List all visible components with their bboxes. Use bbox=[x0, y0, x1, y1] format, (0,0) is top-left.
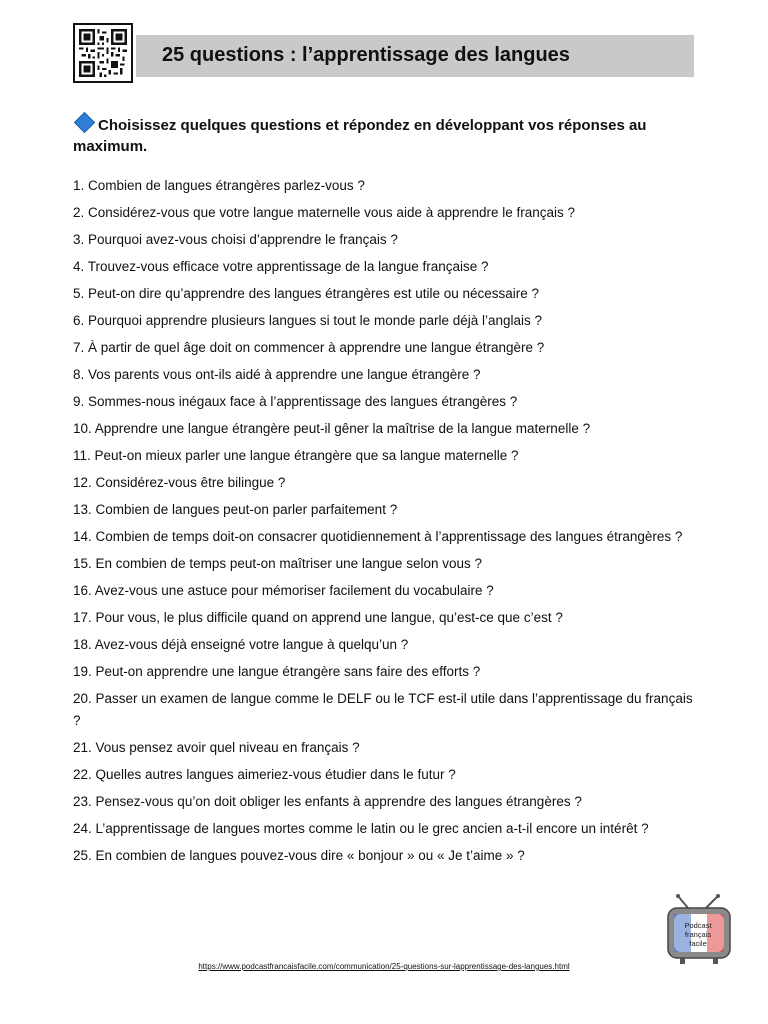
instruction bbox=[73, 115, 703, 157]
question-item: 23. Pensez-vous qu’on doit obliger les enfants à apprendre des langues étrangères ? bbox=[73, 794, 582, 809]
question-item: 19. Peut-on apprendre une langue étrangère sans faire des efforts ? bbox=[73, 664, 481, 679]
instruction-text: Choisissez quelques questions et répondez en développant vos réponses au maximum. bbox=[73, 117, 647, 155]
question-item: 2. Considérez-vous que votre langue maternelle vous aide à apprendre le français ? bbox=[73, 205, 576, 220]
question-item: 6. Pourquoi apprendre plusieurs langues si tout le monde parle déjà l’anglais ? bbox=[73, 313, 543, 328]
question-item: 9. Sommes-nous inégaux face à l’apprentissage des langues étrangères ? bbox=[73, 394, 518, 409]
question-item: 14. Combien de temps doit-on consacrer quotidiennement à l’apprentissage des langues étrangères ? bbox=[73, 529, 683, 544]
page-title: 25 questions : l’apprentissage des langues bbox=[162, 44, 570, 66]
question-item: 16. Avez-vous une astuce pour mémoriser facilement du vocabulaire ? bbox=[73, 583, 494, 598]
question-item: 11. Peut-on mieux parler une langue étrangère que sa langue maternelle ? bbox=[73, 448, 519, 463]
question-item: 20. Passer un examen de langue comme le DELF ou le TCF est-il utile dans l’apprentissage du français ? bbox=[73, 691, 693, 728]
question-item: 25. En combien de langues pouvez-vous dire « bonjour » ou « Je t’aime » ? bbox=[73, 848, 525, 863]
question-item: 24. L’apprentissage de langues mortes comme le latin ou le grec ancien a-t-il encore un intérêt ? bbox=[73, 821, 649, 836]
question-item: 5. Peut-on dire qu’apprendre des langues étrangères est utile ou nécessaire ? bbox=[73, 286, 540, 301]
qr-code-icon bbox=[79, 29, 127, 77]
question-item: 17. Pour vous, le plus difficile quand on apprend une langue, qu’est-ce que c’est ? bbox=[73, 610, 563, 625]
diamond-icon bbox=[74, 112, 95, 133]
question-item: 4. Trouvez-vous efficace votre apprentissage de la langue française ? bbox=[73, 259, 489, 274]
question-item: 18. Avez-vous déjà enseigné votre langue à quelqu’un ? bbox=[73, 637, 409, 652]
qr-code bbox=[73, 23, 133, 83]
question-item: 15. En combien de temps peut-on maîtriser une langue selon vous ? bbox=[73, 556, 482, 571]
footer-link[interactable]: https://www.podcastfrancaisfacile.com/communication/25-questions-sur-lapprentissage-des-langues.html bbox=[198, 962, 570, 971]
question-item: 22. Quelles autres langues aimeriez-vous étudier dans le futur ? bbox=[73, 767, 456, 782]
question-item: 1. Combien de langues étrangères parlez-vous ? bbox=[73, 178, 365, 193]
question-item: 3. Pourquoi avez-vous choisi d’apprendre le français ? bbox=[73, 232, 398, 247]
question-item: 8. Vos parents vous ont-ils aidé à apprendre une langue étrangère ? bbox=[73, 367, 481, 382]
question-list bbox=[73, 175, 693, 872]
question-item: 10. Apprendre une langue étrangère peut-il gêner la maîtrise de la langue maternelle ? bbox=[73, 421, 591, 436]
question-item: 21. Vous pensez avoir quel niveau en français ? bbox=[73, 740, 360, 755]
question-item: 7. À partir de quel âge doit on commencer à apprendre une langue étrangère ? bbox=[73, 340, 545, 355]
title-bar bbox=[136, 35, 694, 77]
question-item: 13. Combien de langues peut-on parler parfaitement ? bbox=[73, 502, 398, 517]
logo-text: Podcast français facile bbox=[684, 921, 712, 948]
question-item: 12. Considérez-vous être bilingue ? bbox=[73, 475, 286, 490]
